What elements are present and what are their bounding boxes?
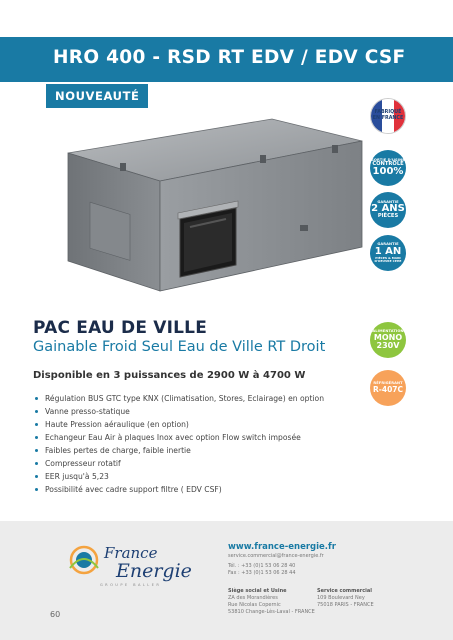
product-subheading: Gainable Froid Seul Eau de Ville RT Droit bbox=[33, 339, 326, 355]
refrigerant-top: RÉFRIGÉRANT bbox=[373, 381, 403, 386]
made-in-france-badge bbox=[370, 98, 406, 134]
page-title: HRO 400 - RSD RT EDV / EDV CSF bbox=[53, 47, 406, 68]
warranty-labor-value: 1 AN bbox=[374, 245, 402, 257]
hq-line2: Rue Nicolas Copernic bbox=[228, 602, 281, 608]
email-link[interactable]: service.commercial@france-energie.fr bbox=[228, 553, 324, 559]
feature-item: Compresseur rotatif bbox=[33, 457, 324, 470]
sunburst-logo-icon bbox=[70, 547, 98, 573]
website-link[interactable]: www.france-energie.fr bbox=[228, 542, 336, 552]
warranty-labor-bottom2: D'OEUVRE CEHE bbox=[374, 258, 402, 263]
control-mid: CONTRÔLE bbox=[372, 161, 404, 168]
sales-address bbox=[317, 588, 374, 609]
power-badge bbox=[370, 322, 406, 358]
warranty-labor-bottom1: PIÈCES & MAIN bbox=[375, 255, 401, 260]
control-top: SORTIE D'USINE bbox=[371, 157, 405, 162]
feature-item: EER jusqu'à 5,23 bbox=[33, 470, 324, 483]
logo-line1: France bbox=[104, 544, 158, 562]
feature-item: Possibilité avec cadre support filtre ( EDV CSF) bbox=[33, 483, 324, 496]
feature-item: Haute Pression aéraulique (en option) bbox=[33, 418, 324, 431]
phone-fax bbox=[228, 563, 296, 577]
sales-line2: 75018 PARIS - FRANCE bbox=[317, 602, 374, 608]
warranty-parts-value: 2 ANS bbox=[371, 203, 405, 215]
fax-text: Fax : +33 (0)1 53 06 28 44 bbox=[228, 570, 296, 576]
page-number: 60 bbox=[50, 610, 61, 619]
hq-title: Siège social et Usine bbox=[228, 588, 287, 594]
logo-line2: Energie bbox=[116, 560, 192, 582]
power-line1: MONO bbox=[373, 332, 403, 342]
control-badge bbox=[370, 150, 406, 186]
feature-item: Régulation BUS GTC type KNX (Climatisation, Stores, Eclairage) en option bbox=[33, 392, 324, 405]
new-badge: NOUVEAUTÉ bbox=[46, 84, 148, 108]
control-value: 100% bbox=[372, 166, 404, 178]
logo-sub: GROUPE BALLER bbox=[100, 583, 162, 587]
hq-line3: 53810 Change-Lès-Laval - FRANCE bbox=[228, 609, 315, 615]
product-heading: PAC EAU DE VILLE bbox=[33, 318, 208, 338]
made-in-france-line2: EN FRANCE bbox=[372, 116, 404, 121]
hq-line1: ZA des Morandières bbox=[228, 595, 278, 601]
tel-text: Tél. : +33 (0)1 53 06 28 40 bbox=[228, 563, 296, 569]
hq-address bbox=[228, 588, 315, 616]
refrigerant-badge bbox=[370, 370, 406, 406]
company-logo bbox=[60, 538, 220, 588]
power-top: ALIMENTATION bbox=[372, 329, 404, 334]
made-in-france-line1: FABRIQUÉ bbox=[374, 110, 402, 116]
refrigerant-value: R-407C bbox=[372, 385, 404, 395]
warranty-parts-top: GARANTIE bbox=[377, 199, 399, 204]
availability-text: Disponible en 3 puissances de 2900 W à 4700 W bbox=[33, 370, 306, 381]
sales-title: Service commercial bbox=[317, 588, 372, 594]
feature-item: Faibles pertes de charge, faible inertie bbox=[33, 444, 324, 457]
power-line2: 230V bbox=[376, 340, 400, 350]
warranty-parts-badge bbox=[370, 192, 406, 228]
feature-item: Echangeur Eau Air à plaques Inox avec option Flow switch imposée bbox=[33, 431, 324, 444]
warranty-labor-top: GARANTIE bbox=[377, 242, 399, 247]
sales-line1: 109 Boulevard Ney bbox=[317, 595, 365, 601]
product-image bbox=[60, 115, 370, 300]
warranty-parts-bottom: PIÈCES bbox=[377, 213, 399, 220]
feature-list bbox=[33, 392, 324, 496]
warranty-labor-badge bbox=[370, 235, 406, 271]
feature-item: Vanne presso-statique bbox=[33, 405, 324, 418]
